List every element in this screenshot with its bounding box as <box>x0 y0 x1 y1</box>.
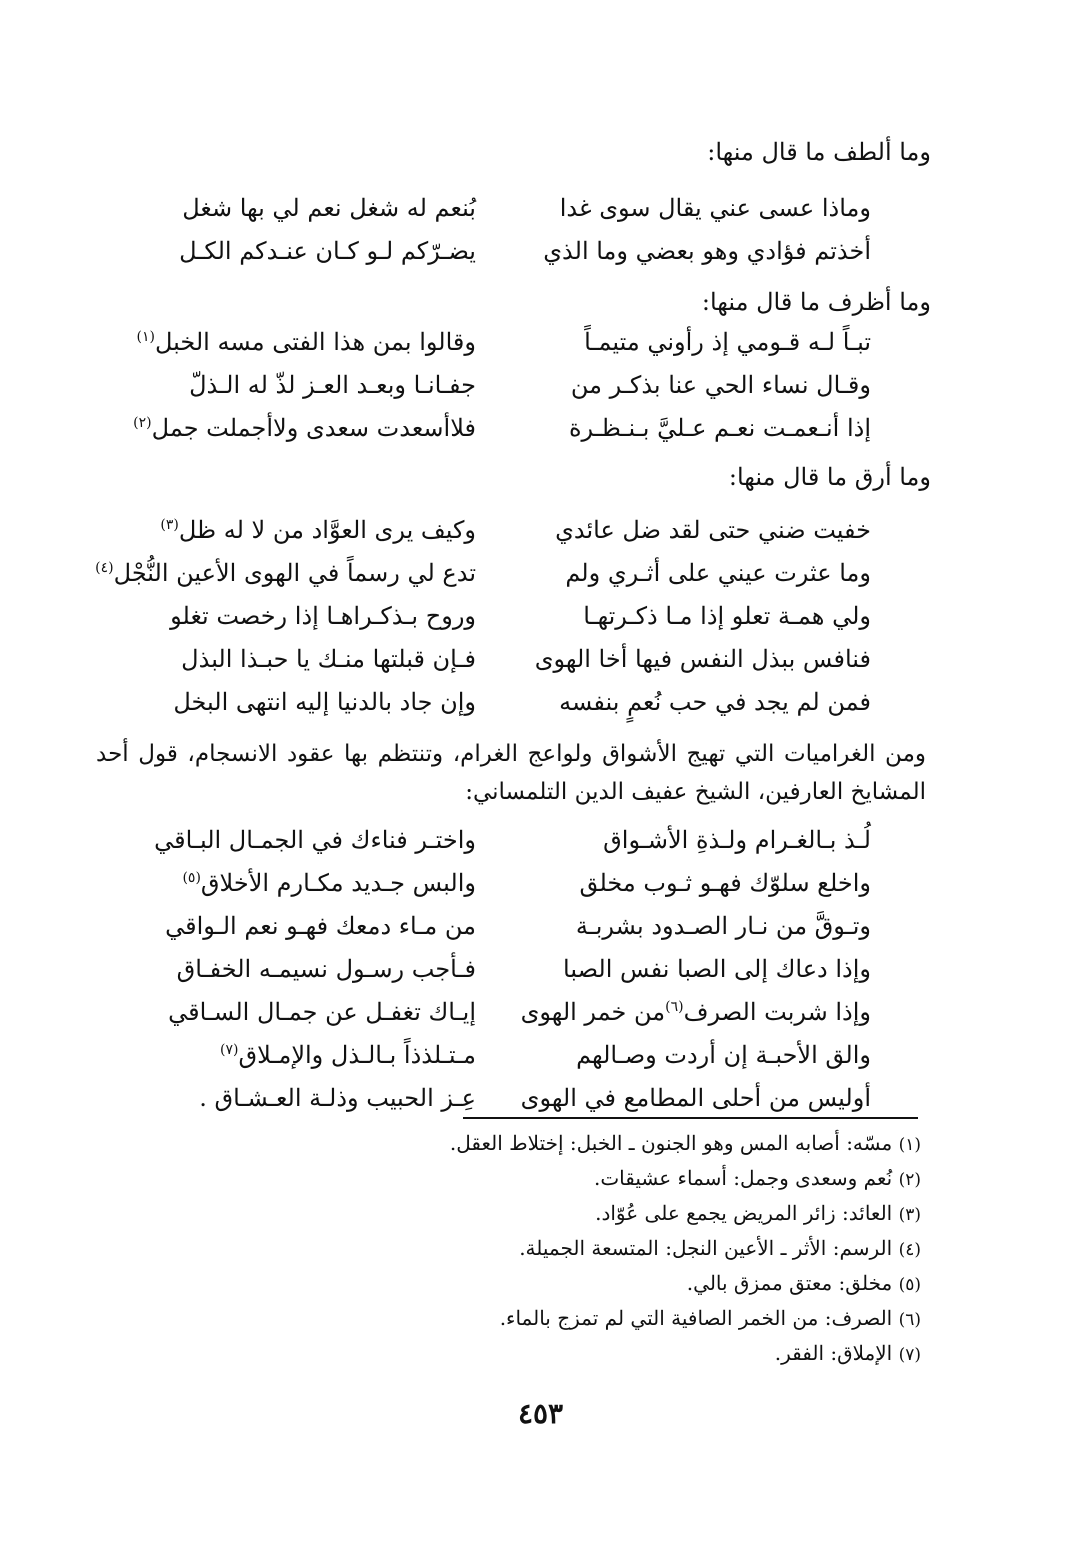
verse <box>0 553 1081 596</box>
verse <box>0 188 1081 231</box>
footnote <box>71 1267 921 1302</box>
verse-second-hemistich: يضـرّكم لـو كـان عنـدكم الكـل <box>179 237 476 265</box>
verse <box>0 992 1081 1035</box>
hemistich-text-tail: من خمر الهوى <box>520 998 666 1026</box>
verse-first-hemistich: ولي همـة تعلو إذا مـا ذكـرتهـا <box>583 602 871 630</box>
footnote-marker: (١) <box>136 329 155 345</box>
prose-paragraph: ومن الغراميات التي تهيج الأشواق ولواعج الغرام، وتنتظم بها عقود الانسجام، قول أحد المشايخ العارفين، الشيخ عفيف الدين التلمساني: <box>96 741 926 805</box>
verse <box>0 639 1081 682</box>
footnote-number: (٢) <box>898 1170 921 1190</box>
footnote-marker: (٧) <box>220 1042 239 1058</box>
verse-first-hemistich: وإذا دعاك إلى الصبا نفس الصبا <box>563 955 871 983</box>
verse-first-hemistich: وماذا عسى عني يقال سوى غدا <box>559 194 871 222</box>
verse <box>0 863 1081 906</box>
verse <box>0 596 1081 639</box>
hemistich-text: وإذا شربت الصرف <box>683 998 871 1026</box>
footnote-text: العائد: زائر المريض يجمع على عُوّاد. <box>595 1201 893 1225</box>
intro-line-2: وما أظرف ما قال منها: <box>701 288 931 316</box>
footnote-text: الرسم: الأثر ـ الأعين النجل: المتسعة الجميلة. <box>519 1236 893 1260</box>
footnote-number: (٧) <box>898 1345 921 1365</box>
verse <box>0 906 1081 949</box>
footnote-marker: (٣) <box>160 517 179 533</box>
verse <box>0 949 1081 992</box>
footnotes <box>71 1127 921 1372</box>
verse-first-hemistich: لُـذ بـالغـرام ولـذةِ الأشـواق <box>603 826 871 854</box>
verse-first-hemistich: خفيت ضني حتى لقد ضل عائدي <box>555 516 871 544</box>
intro-line-1: وما ألطف ما قال منها: <box>707 138 931 166</box>
verse-second-hemistich: عِـز الحبيب وذلـة العـشـاق . <box>199 1084 476 1112</box>
verse <box>0 820 1081 863</box>
verse-first-hemistich: تبـاً لـه قـومي إذ رأوني متيمـاً <box>584 328 871 356</box>
verse-first-hemistich: وما عثرت عيني على أثـري ولم <box>565 559 871 587</box>
verse-second-hemistich <box>136 322 476 362</box>
verse-second-hemistich <box>146 863 476 903</box>
footnote-number: (٤) <box>898 1240 921 1260</box>
verse-first-hemistich: إذا أنـعمـت نعـم عـليَّ بـنـظـرة <box>568 414 871 442</box>
verse-second-hemistich: من مـاء دمعك فهـو نعم الـواقي <box>165 912 476 940</box>
footnote <box>71 1197 921 1232</box>
verse-second-hemistich <box>133 408 476 448</box>
verse-first-hemistich: وقـال نساء الحي عنا بذكـر من <box>570 371 871 399</box>
page-number: ٤٥٣ <box>517 1397 564 1430</box>
verse-first-hemistich: واخلع سلوّك فهـو ثـوب مخلق <box>579 869 871 897</box>
hemistich-text: فلاأسعدت سعدى ولاأجملت جمل <box>151 414 476 442</box>
stanza-1 <box>0 188 1081 274</box>
footnote <box>71 1162 921 1197</box>
footnote <box>71 1232 921 1267</box>
verse <box>0 322 1081 365</box>
verse-first-hemistich: فمن لم يجد في حب نُعمٍ بنفسه <box>559 688 871 716</box>
verse-first-hemistich: وتـوقَّ من نـار الصـدود بشربـة <box>575 912 871 940</box>
footnote-text: الصرف: من الخمر الصافية التي لم تمزج بالماء. <box>499 1306 893 1330</box>
verse <box>0 408 1081 451</box>
verse-first-hemistich: والق الأحبـة إن أردت وصـالهم <box>576 1041 871 1069</box>
verse <box>0 682 1081 725</box>
hemistich-text: وقالوا بمن هذا الفتى مسه الخبل <box>154 328 476 356</box>
footnote-text: نُعم وسعدى وجمل: أسماء عشيقات. <box>593 1166 893 1190</box>
footnote-text: مخلق: معتق ممزق بالي. <box>686 1271 893 1295</box>
stanza-3 <box>0 510 1081 725</box>
footnote <box>71 1127 921 1162</box>
footnote-divider <box>463 1117 918 1119</box>
verse-first-hemistich <box>520 992 871 1032</box>
verse <box>0 510 1081 553</box>
verse-first-hemistich: فنافس ببذل النفس فيها أخا الهوى <box>534 645 871 673</box>
verse-second-hemistich <box>95 553 476 593</box>
verse-second-hemistich: وإن جاد بالدنيا إليه انتهى البخل <box>173 688 476 716</box>
verse <box>0 231 1081 274</box>
hemistich-text: تدع لي رسماً في الهوى الأعين النُّجْل <box>113 559 476 587</box>
footnote-marker: (٥) <box>182 870 201 886</box>
verse-second-hemistich: إيـاك تغفـل عن جمـال السـاقي <box>168 998 476 1026</box>
hemistich-text: والبس جـديد مكـارم الأخلاق <box>200 869 476 897</box>
footnote-text: الإملاق: الفقر. <box>774 1341 893 1365</box>
verse-second-hemistich <box>146 510 476 550</box>
footnote-text: مسّه: أصابه المس وهو الجنون ـ الخبل: إختلاط العقل. <box>449 1131 893 1155</box>
footnote <box>71 1337 921 1372</box>
hemistich-text: مـتـلذذاً بـالـذل والإمـلاق <box>238 1041 476 1069</box>
verse <box>0 365 1081 408</box>
footnote-marker: (٦) <box>665 999 684 1015</box>
hemistich-text: وكيف يرى العوَّاد من لا له ظل <box>178 516 476 544</box>
verse-second-hemistich: واختـر فناءك في الجمـال البـاقي <box>154 826 476 854</box>
footnote-marker: (٢) <box>133 415 152 431</box>
footnote-marker: (٤) <box>95 560 114 576</box>
verse-second-hemistich <box>146 1035 476 1075</box>
footnote-number: (٥) <box>898 1275 921 1295</box>
verse <box>0 1035 1081 1078</box>
verse-first-hemistich: أوليس من أحلى المطامع في الهوى <box>520 1084 871 1112</box>
verse-first-hemistich: أخذتم فؤادي وهو بعضي وما الذي <box>543 237 871 265</box>
verse-second-hemistich: وروح بـذكـراهـا إذا رخصت تغلو <box>170 602 476 630</box>
verse-second-hemistich: فـإن قبلتها منـك يا حبـذا البذل <box>181 645 476 673</box>
footnote-number: (٦) <box>898 1310 921 1330</box>
verse-second-hemistich: بُنعم له شغل نعم لي بها شغل <box>182 194 476 222</box>
stanza-2 <box>0 322 1081 451</box>
footnote-number: (٣) <box>898 1205 921 1225</box>
footnote <box>71 1302 921 1337</box>
footnote-number: (١) <box>898 1135 921 1155</box>
stanza-4 <box>0 820 1081 1121</box>
intro-line-3: وما أرق ما قال منها: <box>728 463 931 491</box>
verse <box>0 1078 1081 1121</box>
verse-second-hemistich: جفـانـا وبعـد العـز لذّ له الـذلّ <box>189 371 476 399</box>
verse-second-hemistich: فـأجب رسـول نسيمـه الخفـاق <box>176 955 476 983</box>
